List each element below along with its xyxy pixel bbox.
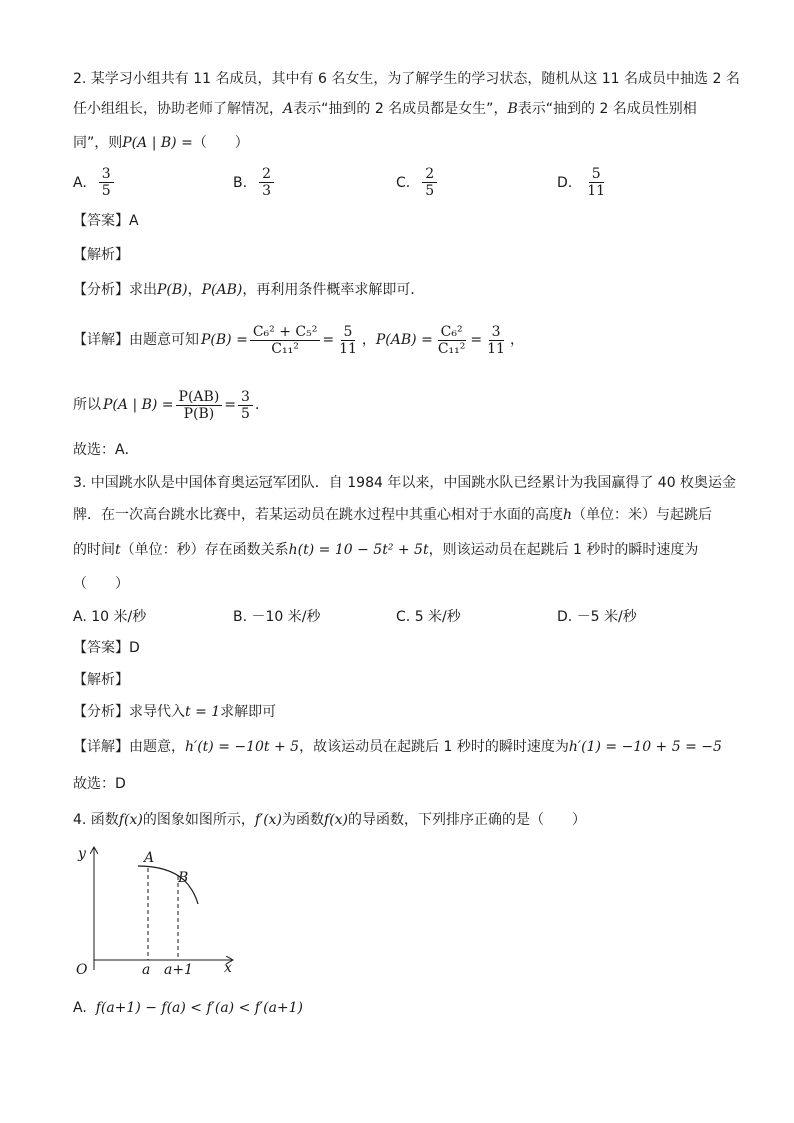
fraction: $\frac{3}{5}$ [99,166,114,199]
q3-option-b[interactable]: B. －10 米/秒 [233,609,321,625]
tick-a-label: a [142,962,151,978]
q3-option-d[interactable]: D. －5 米/秒 [557,609,637,625]
q3-line-4: （ ） [73,576,129,592]
q2-detail: 【详解】由题意可知 P(B) = $\frac{\text{C₆² + C₅²}}{\text{C₁₁²}}$ = $\frac{5}{11}$ ， P(AB) = $\frac{\text{C₆²}}{\text{C₁₁²}}$ = $\frac{3}{11}$ ， [73,323,524,357]
q3-analysis-heading: 【解析】 [73,672,129,688]
origin-label: O [76,962,88,978]
q2-line-2: 任小组组长，协助老师了解情况，A表示“抽到的 2 名成员都是女生”，B表示“抽到的 2 名成员性别相 [73,101,697,117]
q2-option-c[interactable]: C. $\frac{2}{5}$ [396,166,439,199]
q2-analysis-heading: 【解析】 [73,247,129,263]
fraction: $\frac{\text{C₆²}}{\text{C₁₁²}}$ [437,323,466,357]
q3-detail: 【详解】由题意，h′(t) = −10t + 5，故该运动员在起跳后 1 秒时的瞬时速度为h′(1) = −10 + 5 = −5 [73,739,722,755]
fraction: $\frac{P(AB)}{P(B)}$ [176,389,223,422]
q3-function: h(t) = 10 − 5t² + 5t [288,542,429,558]
q2-answer: 【答案】A [73,213,139,229]
q3-fenxi: 【分析】求导代入t = 1求解即可 [73,704,277,720]
fraction: $\frac{5}{11}$ [339,323,357,357]
function-graph [70,842,250,980]
y-axis-label: y [78,846,86,862]
q2-fenxi: 【分析】求出P(B)，P(AB)，再利用条件概率求解即可． [73,282,425,298]
fraction: $\frac{2}{3}$ [259,166,274,199]
x-axis-label: x [224,960,232,976]
fraction: $\frac{\text{C₆² + C₅²}}{\text{C₁₁²}}$ [250,324,321,357]
var-a: A [283,101,294,117]
fraction: $\frac{2}{5}$ [422,166,437,199]
q2-choose: 故选：A． [73,442,139,458]
q3-option-c[interactable]: C. 5 米/秒 [396,609,461,625]
q3-choose: 故选：D [73,776,126,792]
tick-a1-label: a+1 [164,962,193,978]
function-curve [138,866,198,904]
var-b: B [507,101,518,117]
q2-option-a[interactable]: A. $\frac{3}{5}$ [73,166,116,199]
q2-conditional-prob: P(A | B) = [122,135,193,151]
q3-answer: 【答案】D [73,640,140,656]
fraction: $\frac{5}{11}$ [587,166,606,199]
q2-line-3: 同”，则P(A | B) =（ ） [73,135,249,151]
q4-option-a[interactable]: A. f(a+1) − f(a) < f′(a) < f′(a+1) [73,1000,304,1016]
q2-line-1: 2. 某学习小组共有 11 名成员，其中有 6 名女生，为了解学生的学习状态，随机从这 11 名成员中抽选 2 名 [73,71,740,87]
q2-conclusion: 所以 P(A | B) = $\frac{P(AB)}{P(B)}$ = $\frac{3}{5}$ ． [73,388,269,422]
q4-line-1: 4. 函数f(x)的图象如图所示，f′(x)为函数f(x)的导函数，下列排序正确的是（ ） [73,812,587,828]
q2-option-d[interactable]: D. $\frac{5}{11}$ [557,166,610,199]
q3-line-1: 3. 中国跳水队是中国体育奥运冠军团队．自 1984 年以来，中国跳水队已经累计为我国赢得了 40 枚奥运金 [73,475,737,491]
q3-line-2: 牌．在一次高台跳水比赛中，若某运动员在跳水过程中其重心相对于水面的高度h（单位：米）与起跳后 [73,507,713,523]
point-b-label: B [178,870,189,886]
point-a-label: A [144,850,155,866]
q3-line-3: 的时间t（单位：秒）存在函数关系h(t) = 10 − 5t² + 5t，则该运动员在起跳后 1 秒时的瞬时速度为 [73,542,699,558]
fraction: $\frac{3}{11}$ [487,323,505,357]
q3-option-a[interactable]: A. 10 米/秒 [73,609,147,625]
q2-option-b[interactable]: B. $\frac{2}{3}$ [233,166,276,199]
fraction: $\frac{3}{5}$ [238,389,253,422]
